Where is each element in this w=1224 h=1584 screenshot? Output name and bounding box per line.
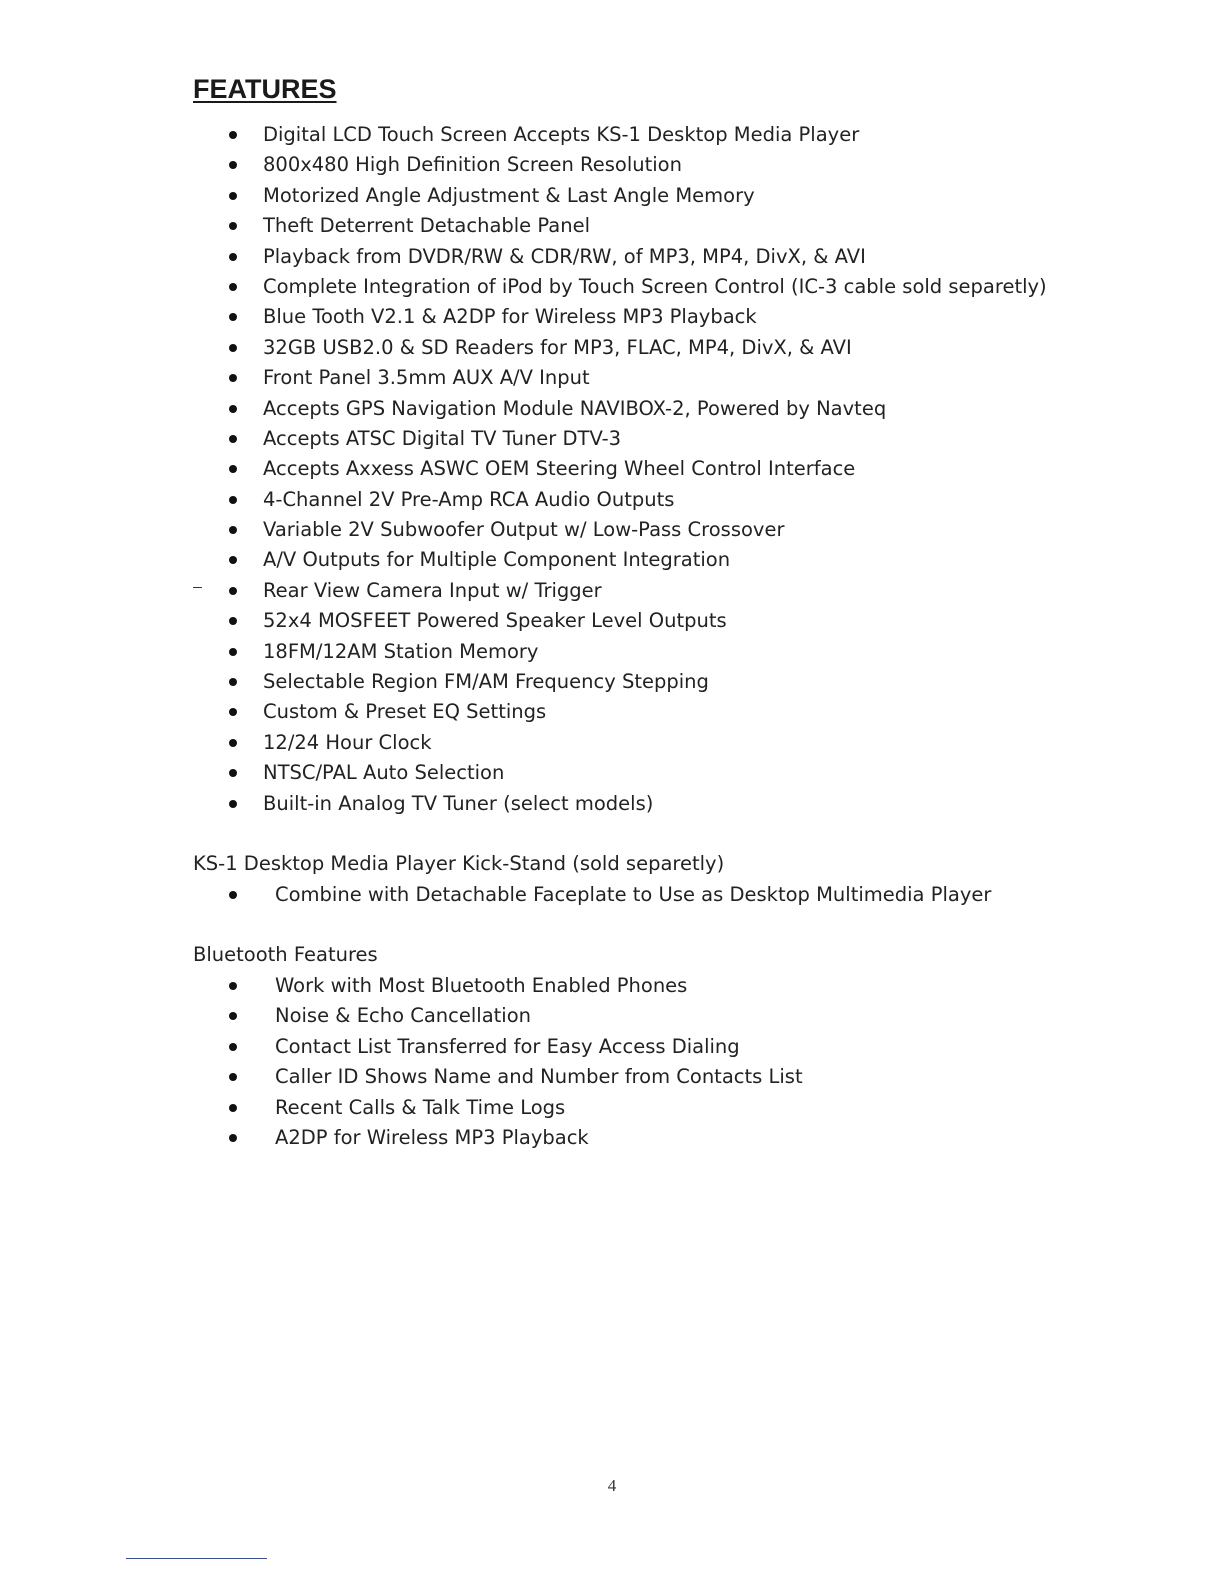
list-item: Complete Integration of iPod by Touch Screen Control (IC-3 cable sold separetly)	[263, 272, 1047, 302]
list-item: Motorized Angle Adjustment & Last Angle Memory	[263, 181, 1047, 211]
features-list	[263, 120, 1047, 819]
list-item: Combine with Detachable Faceplate to Use as Desktop Multimedia Player	[275, 880, 991, 910]
list-item: Front Panel 3.5mm AUX A/V Input	[263, 363, 1047, 393]
list-item: NTSC/PAL Auto Selection	[263, 758, 1047, 788]
list-item: 52x4 MOSFEET Powered Speaker Level Outputs	[263, 606, 1047, 636]
list-item: Playback from DVDR/RW & CDR/RW, of MP3, MP4, DivX, & AVI	[263, 242, 1047, 272]
list-item: 4-Channel 2V Pre-Amp RCA Audio Outputs	[263, 485, 1047, 515]
list-item: Recent Calls & Talk Time Logs	[275, 1093, 803, 1123]
bluetooth-list	[275, 971, 803, 1153]
list-item: Blue Tooth V2.1 & A2DP for Wireless MP3 Playback	[263, 302, 1047, 332]
list-item: 800x480 High Definition Screen Resolution	[263, 150, 1047, 180]
list-item: Caller ID Shows Name and Number from Contacts List	[275, 1062, 803, 1092]
list-item: Accepts Axxess ASWC OEM Steering Wheel Control Interface	[263, 454, 1047, 484]
list-item: Custom & Preset EQ Settings	[263, 697, 1047, 727]
list-item: Variable 2V Subwoofer Output w/ Low-Pass Crossover	[263, 515, 1047, 545]
footer-rule	[126, 1558, 267, 1559]
list-item: A2DP for Wireless MP3 Playback	[275, 1123, 803, 1153]
list-item: 12/24 Hour Clock	[263, 728, 1047, 758]
list-item: 32GB USB2.0 & SD Readers for MP3, FLAC, MP4, DivX, & AVI	[263, 333, 1047, 363]
list-item: A/V Outputs for Multiple Component Integration	[263, 545, 1047, 575]
page-number: 4	[607, 1476, 617, 1495]
bluetooth-section-label: Bluetooth Features	[193, 943, 378, 966]
features-heading: FEATURES	[193, 74, 337, 104]
list-item: Accepts ATSC Digital TV Tuner DTV-3	[263, 424, 1047, 454]
list-item: Rear View Camera Input w/ Trigger	[263, 576, 1047, 606]
ks1-list	[275, 880, 991, 910]
list-item: Accepts GPS Navigation Module NAVIBOX-2, Powered by Navteq	[263, 394, 1047, 424]
list-item: Contact List Transferred for Easy Access Dialing	[275, 1032, 803, 1062]
list-item: Digital LCD Touch Screen Accepts KS-1 Desktop Media Player	[263, 120, 1047, 150]
stray-dash-mark	[193, 587, 202, 588]
list-item: 18FM/12AM Station Memory	[263, 637, 1047, 667]
list-item: Built-in Analog TV Tuner (select models)	[263, 789, 1047, 819]
list-item: Noise & Echo Cancellation	[275, 1001, 803, 1031]
list-item: Theft Deterrent Detachable Panel	[263, 211, 1047, 241]
list-item: Work with Most Bluetooth Enabled Phones	[275, 971, 803, 1001]
ks1-section-label: KS-1 Desktop Media Player Kick-Stand (sold separetly)	[193, 852, 725, 875]
list-item: Selectable Region FM/AM Frequency Stepping	[263, 667, 1047, 697]
